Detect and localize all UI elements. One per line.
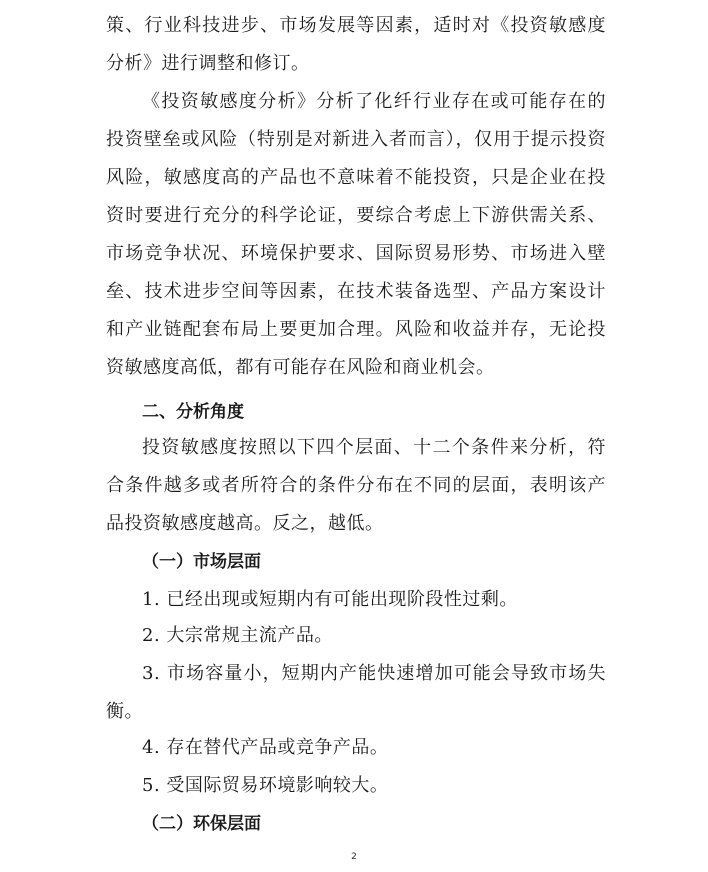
list-item: 4. 存在替代产品或竞争产品。 <box>142 737 389 758</box>
section-heading: 二、分析角度 <box>142 402 244 422</box>
paragraph-line: 资敏感度高低，都有可能存在风险和商业机会。 <box>106 357 495 378</box>
paragraph-line: 策、行业科技进步、市场发展等因素，适时对《投资敏感度 <box>106 15 606 36</box>
list-item: 2. 大宗常规主流产品。 <box>142 625 333 646</box>
paragraph-line: 投资壁垒或风险（特别是对新进入者而言），仅用于提示投资 <box>106 129 606 150</box>
subsection-heading: （一）市场层面 <box>142 552 261 572</box>
paragraph-line: 和产业链配套布局上要更加合理。风险和收益并存，无论投 <box>106 319 606 340</box>
paragraph-line: 垒、技术进步空间等因素，在技术装备选型、产品方案设计 <box>106 281 606 302</box>
subsection-heading: （二）环保层面 <box>142 814 261 834</box>
paragraph-line: 市场竞争状况、环境保护要求、国际贸易形势、市场进入壁 <box>106 243 606 264</box>
list-item: 3. 市场容量小，短期内产能快速增加可能会导致市场失 <box>142 663 606 684</box>
page-number: 2 <box>351 852 357 862</box>
paragraph-line: 投资敏感度按照以下四个层面、十二个条件来分析，符 <box>142 437 606 458</box>
list-item: 1. 已经出现或短期内有可能出现阶段性过剩。 <box>142 589 518 610</box>
paragraph-line: 分析》进行调整和修订。 <box>106 53 310 74</box>
paragraph-line: 《投资敏感度分析》分析了化纤行业存在或可能存在的 <box>142 91 606 112</box>
paragraph-line: 资时要进行充分的科学论证，要综合考虑上下游供需关系、 <box>106 205 606 226</box>
paragraph-line: 风险，敏感度高的产品也不意味着不能投资，只是企业在投 <box>106 167 606 188</box>
paragraph-line: 合条件越多或者所符合的条件分布在不同的层面，表明该产 <box>106 475 606 496</box>
list-item-continuation: 衡。 <box>106 701 143 722</box>
list-item: 5. 受国际贸易环境影响较大。 <box>142 775 389 796</box>
paragraph-line: 品投资敏感度越高。反之，越低。 <box>106 513 384 534</box>
